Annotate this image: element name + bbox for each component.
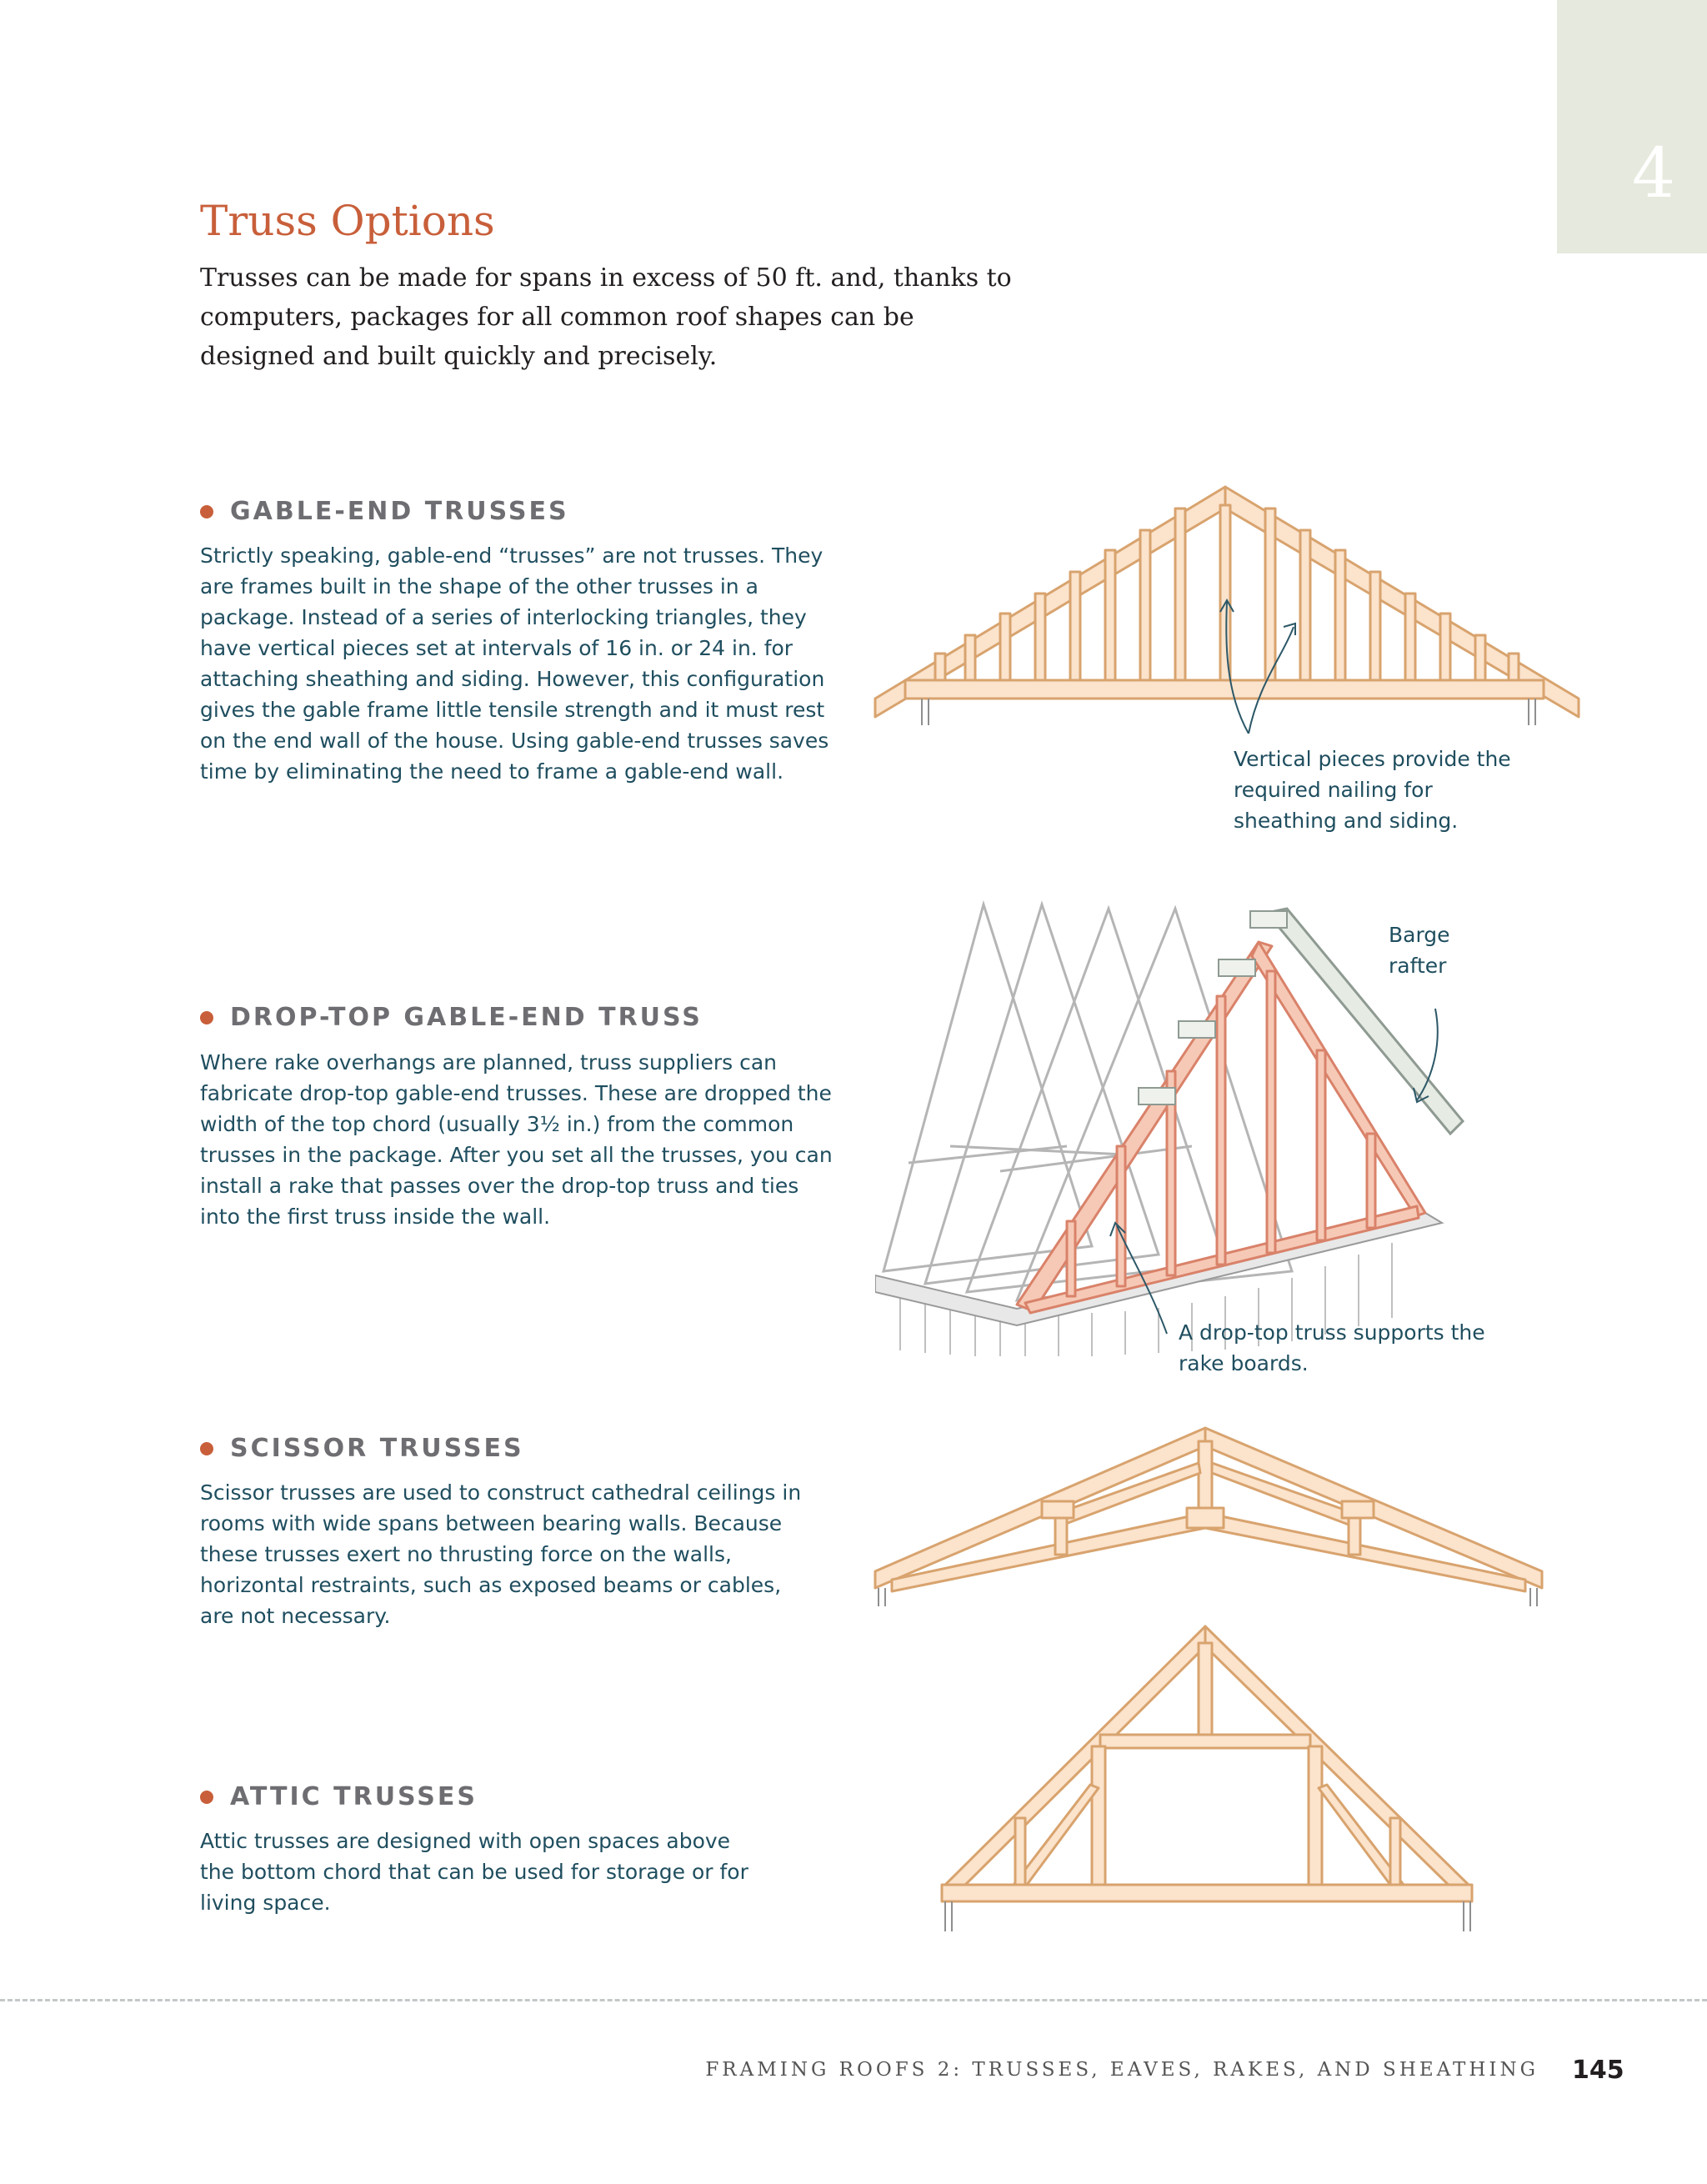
section-body-gable-end: Strictly speaking, gable-end “trusses” are not trusses. They are frames built in the shape of the other trusses in a package. Instead of a series of interlocking triangles, they have vertical pieces set at intervals of 16 in. or 24 in. for attaching sheathing and siding. However, this configuration gives the gable frame little tensile strength and it must rest on the end wall of the house. Using gable-end trusses saves time by eliminating the need to frame a gable-end wall. xyxy=(200,543,829,784)
section-body-scissor: Scissor trusses are used to construct cathedral ceilings in rooms with wide spans between bearing walls. Because these trusses exert no thrusting force on the walls, horizontal restraints, such as exposed beams or cables, are not necessary. xyxy=(200,1480,802,1628)
caption-vertical-pieces: Vertical pieces provide the required nailing for sheathing and siding. xyxy=(1234,747,1511,833)
section-heading-drop-top xyxy=(200,1003,703,1033)
section-heading-text: GABLE-END TRUSSES xyxy=(230,497,569,526)
attic-truss-illustration xyxy=(934,1621,1484,1938)
section-body-drop-top: Where rake overhangs are planned, truss suppliers can fabricate drop-top gable-end trusses. These are dropped the width of the top chord (usually 3½ in.) from the common trusses in the package. After you set all the trusses, you can install a rake that passes over the drop-top truss and ties into the first truss inside the wall. xyxy=(200,1050,833,1229)
section-heading-attic xyxy=(200,1782,478,1812)
caption-barge-rafter: Barge rafter xyxy=(1389,923,1450,978)
bullet-icon xyxy=(200,1442,213,1455)
page-number: 145 xyxy=(1572,2056,1624,2085)
chapter-tab xyxy=(1557,0,1707,253)
bullet-icon xyxy=(200,1011,213,1024)
section-heading-scissor xyxy=(200,1434,524,1464)
section-heading-text: ATTIC TRUSSES xyxy=(230,1782,478,1811)
gable-end-truss-illustration xyxy=(867,475,1592,734)
section-heading-text: DROP-TOP GABLE-END TRUSS xyxy=(230,1003,703,1032)
section-heading-text: SCISSOR TRUSSES xyxy=(230,1434,524,1463)
section-body-attic: Attic trusses are designed with open spaces above the bottom chord that can be used for storage or for living space. xyxy=(200,1829,748,1915)
running-head: FRAMING ROOFS 2: TRUSSES, EAVES, RAKES, AND SHEATHING xyxy=(705,2059,1539,2081)
bullet-icon xyxy=(200,1791,213,1804)
section-heading-gable-end xyxy=(200,497,569,527)
bullet-icon xyxy=(200,505,213,518)
page-title: Truss Options xyxy=(200,197,495,245)
chapter-number: 4 xyxy=(1631,134,1675,213)
intro-paragraph: Trusses can be made for spans in excess of 50 ft. and, thanks to computers, packages for all common roof shapes can be designed and built quickly and precisely. xyxy=(200,263,1012,371)
caption-drop-top-truss: A drop-top truss supports the rake boards. xyxy=(1179,1320,1485,1375)
scissor-truss-illustration xyxy=(867,1421,1550,1609)
footer-divider xyxy=(0,1999,1707,2001)
